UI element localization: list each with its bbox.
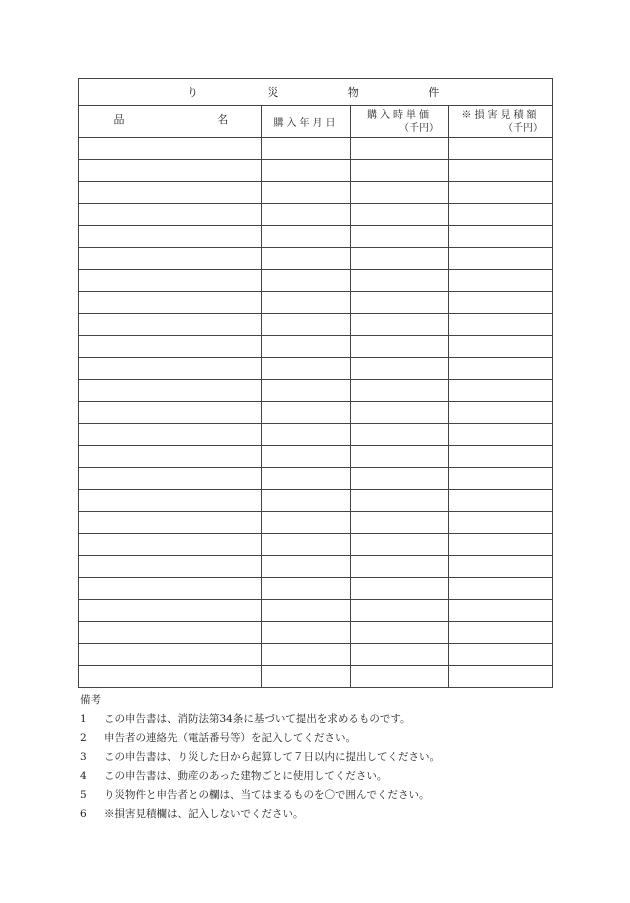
purchase-date-cell[interactable] — [262, 160, 351, 182]
unit-price-cell[interactable] — [351, 226, 449, 248]
unit-price-cell[interactable] — [351, 358, 449, 380]
item-name-cell[interactable] — [79, 138, 262, 160]
purchase-date-cell[interactable] — [262, 666, 351, 688]
damage-estimate-cell[interactable] — [449, 226, 553, 248]
table-row — [79, 622, 553, 644]
table-title-char: 災 — [267, 86, 279, 99]
unit-price-cell[interactable] — [351, 270, 449, 292]
damage-estimate-cell[interactable] — [449, 556, 553, 578]
remark-number: 4 — [80, 770, 87, 782]
purchase-date-cell[interactable] — [262, 446, 351, 468]
purchase-date-cell[interactable] — [262, 270, 351, 292]
damage-estimate-cell[interactable] — [449, 644, 553, 666]
table-title-char: り — [187, 86, 199, 99]
item-name-cell[interactable] — [79, 402, 262, 424]
table-row — [79, 380, 553, 402]
remark-item — [80, 805, 560, 824]
header-unit-price-unit: （千円） — [399, 123, 439, 134]
unit-price-cell[interactable] — [351, 490, 449, 512]
purchase-date-cell[interactable] — [262, 314, 351, 336]
header-item-name — [79, 106, 262, 138]
unit-price-cell[interactable] — [351, 578, 449, 600]
damage-estimate-cell[interactable] — [449, 424, 553, 446]
remark-text: この申告書は、り災した日から起算して７日以内に提出してください。 — [104, 751, 440, 763]
item-name-cell[interactable] — [79, 512, 262, 534]
item-name-cell[interactable] — [79, 622, 262, 644]
table-row — [79, 138, 553, 160]
damage-estimate-cell[interactable] — [449, 270, 553, 292]
purchase-date-cell[interactable] — [262, 248, 351, 270]
damage-estimate-cell[interactable] — [449, 534, 553, 556]
item-name-cell[interactable] — [79, 358, 262, 380]
unit-price-cell[interactable] — [351, 248, 449, 270]
remark-text: この申告書は、動産のあった建物ごとに使用してください。 — [104, 770, 388, 782]
purchase-date-cell[interactable] — [262, 204, 351, 226]
remark-text: この申告書は、消防法第34条に基づいて提出を求めるものです。 — [104, 713, 411, 725]
damage-estimate-cell[interactable] — [449, 380, 553, 402]
item-name-cell[interactable] — [79, 270, 262, 292]
item-name-cell[interactable] — [79, 424, 262, 446]
item-name-cell[interactable] — [79, 160, 262, 182]
damage-estimate-cell[interactable] — [449, 182, 553, 204]
damage-estimate-cell[interactable] — [449, 336, 553, 358]
unit-price-cell[interactable] — [351, 204, 449, 226]
purchase-date-cell[interactable] — [262, 292, 351, 314]
item-name-cell[interactable] — [79, 468, 262, 490]
remark-item — [80, 710, 560, 729]
purchase-date-cell[interactable] — [262, 380, 351, 402]
unit-price-cell[interactable] — [351, 622, 449, 644]
table-row — [79, 468, 553, 490]
table-row — [79, 512, 553, 534]
remark-number: 6 — [80, 808, 87, 820]
unit-price-cell[interactable] — [351, 424, 449, 446]
table-title — [79, 79, 553, 106]
header-damage-estimate — [449, 106, 553, 138]
remarks-section — [80, 691, 560, 824]
damage-estimate-cell[interactable] — [449, 138, 553, 160]
unit-price-cell[interactable] — [351, 182, 449, 204]
table-row — [79, 314, 553, 336]
damage-estimate-cell[interactable] — [449, 622, 553, 644]
item-name-cell[interactable] — [79, 490, 262, 512]
damage-estimate-cell[interactable] — [449, 666, 553, 688]
item-name-cell[interactable] — [79, 314, 262, 336]
damage-estimate-cell[interactable] — [449, 314, 553, 336]
header-item-name-char: 名 — [217, 113, 229, 126]
remarks-list — [80, 710, 560, 824]
table-row — [79, 402, 553, 424]
purchase-date-cell[interactable] — [262, 556, 351, 578]
damage-estimate-cell[interactable] — [449, 204, 553, 226]
unit-price-cell[interactable] — [351, 512, 449, 534]
purchase-date-cell[interactable] — [262, 622, 351, 644]
remark-item — [80, 729, 560, 748]
header-purchase-date: 購入年月日 — [262, 106, 351, 138]
table-title-row — [79, 79, 553, 106]
table-row — [79, 446, 553, 468]
table-row — [79, 226, 553, 248]
item-name-cell[interactable] — [79, 534, 262, 556]
unit-price-cell[interactable] — [351, 644, 449, 666]
purchase-date-cell[interactable] — [262, 534, 351, 556]
table-row — [79, 534, 553, 556]
item-name-cell[interactable] — [79, 644, 262, 666]
unit-price-cell[interactable] — [351, 138, 449, 160]
table-row — [79, 556, 553, 578]
damage-estimate-cell[interactable] — [449, 600, 553, 622]
header-item-name-char: 品 — [113, 113, 125, 126]
purchase-date-cell[interactable] — [262, 490, 351, 512]
damage-estimate-cell[interactable] — [449, 358, 553, 380]
header-damage-estimate-unit: （千円） — [503, 123, 543, 134]
unit-price-cell[interactable] — [351, 446, 449, 468]
purchase-date-cell[interactable] — [262, 402, 351, 424]
purchase-date-cell[interactable] — [262, 182, 351, 204]
remark-item — [80, 748, 560, 767]
table-row — [79, 644, 553, 666]
item-name-cell[interactable] — [79, 666, 262, 688]
table-title-char: 物 — [347, 86, 359, 99]
table-row — [79, 182, 553, 204]
unit-price-cell[interactable] — [351, 292, 449, 314]
header-unit-price-label: 購入時単価 — [367, 110, 432, 121]
purchase-date-cell[interactable] — [262, 424, 351, 446]
header-damage-estimate-label: ※損害見積額 — [461, 110, 540, 121]
item-name-cell[interactable] — [79, 556, 262, 578]
purchase-date-cell[interactable] — [262, 644, 351, 666]
header-unit-price — [351, 106, 449, 138]
damage-estimate-cell[interactable] — [449, 292, 553, 314]
item-name-cell[interactable] — [79, 292, 262, 314]
table-row — [79, 160, 553, 182]
purchase-date-cell[interactable] — [262, 512, 351, 534]
table-row — [79, 204, 553, 226]
remark-text: 申告者の連絡先（電話番号等）を記入してください。 — [104, 732, 356, 744]
damage-estimate-cell[interactable] — [449, 446, 553, 468]
table-row — [79, 358, 553, 380]
damaged-property-table — [78, 78, 553, 688]
table-row — [79, 578, 553, 600]
damage-estimate-cell[interactable] — [449, 402, 553, 424]
item-name-cell[interactable] — [79, 204, 262, 226]
remark-text: り災物件と申告者との欄は、当てはまるものを〇で囲んでください。 — [104, 789, 430, 801]
table-title-char: 件 — [428, 86, 440, 99]
item-name-cell[interactable] — [79, 600, 262, 622]
table-header-row — [79, 106, 553, 138]
item-name-cell[interactable] — [79, 446, 262, 468]
damage-estimate-cell[interactable] — [449, 578, 553, 600]
damage-estimate-cell[interactable] — [449, 490, 553, 512]
unit-price-cell[interactable] — [351, 336, 449, 358]
unit-price-cell[interactable] — [351, 380, 449, 402]
table-row — [79, 424, 553, 446]
item-name-cell[interactable] — [79, 380, 262, 402]
unit-price-cell[interactable] — [351, 556, 449, 578]
damage-estimate-cell[interactable] — [449, 160, 553, 182]
remark-number: 5 — [80, 789, 87, 801]
unit-price-cell[interactable] — [351, 314, 449, 336]
table-row — [79, 292, 553, 314]
purchase-date-cell[interactable] — [262, 358, 351, 380]
purchase-date-cell[interactable] — [262, 468, 351, 490]
purchase-date-cell[interactable] — [262, 138, 351, 160]
remark-item — [80, 786, 560, 805]
damage-estimate-cell[interactable] — [449, 248, 553, 270]
item-name-cell[interactable] — [79, 578, 262, 600]
unit-price-cell[interactable] — [351, 600, 449, 622]
unit-price-cell[interactable] — [351, 534, 449, 556]
table-row — [79, 490, 553, 512]
purchase-date-cell[interactable] — [262, 578, 351, 600]
table-row — [79, 248, 553, 270]
remark-item — [80, 767, 560, 786]
remarks-heading: 備考 — [80, 694, 101, 706]
damage-estimate-cell[interactable] — [449, 512, 553, 534]
item-name-cell[interactable] — [79, 336, 262, 358]
item-name-cell[interactable] — [79, 226, 262, 248]
table-body — [79, 138, 553, 688]
purchase-date-cell[interactable] — [262, 226, 351, 248]
unit-price-cell[interactable] — [351, 402, 449, 424]
damage-estimate-cell[interactable] — [449, 468, 553, 490]
remark-number: 3 — [80, 751, 87, 763]
unit-price-cell[interactable] — [351, 160, 449, 182]
unit-price-cell[interactable] — [351, 666, 449, 688]
purchase-date-cell[interactable] — [262, 336, 351, 358]
purchase-date-cell[interactable] — [262, 600, 351, 622]
remark-number: 2 — [80, 732, 87, 744]
table-row — [79, 600, 553, 622]
item-name-cell[interactable] — [79, 182, 262, 204]
table-row — [79, 666, 553, 688]
table-row — [79, 270, 553, 292]
item-name-cell[interactable] — [79, 248, 262, 270]
remark-number: 1 — [80, 713, 87, 725]
remark-text: ※損害見積欄は、記入しないでください。 — [104, 808, 304, 820]
table-row — [79, 336, 553, 358]
unit-price-cell[interactable] — [351, 468, 449, 490]
